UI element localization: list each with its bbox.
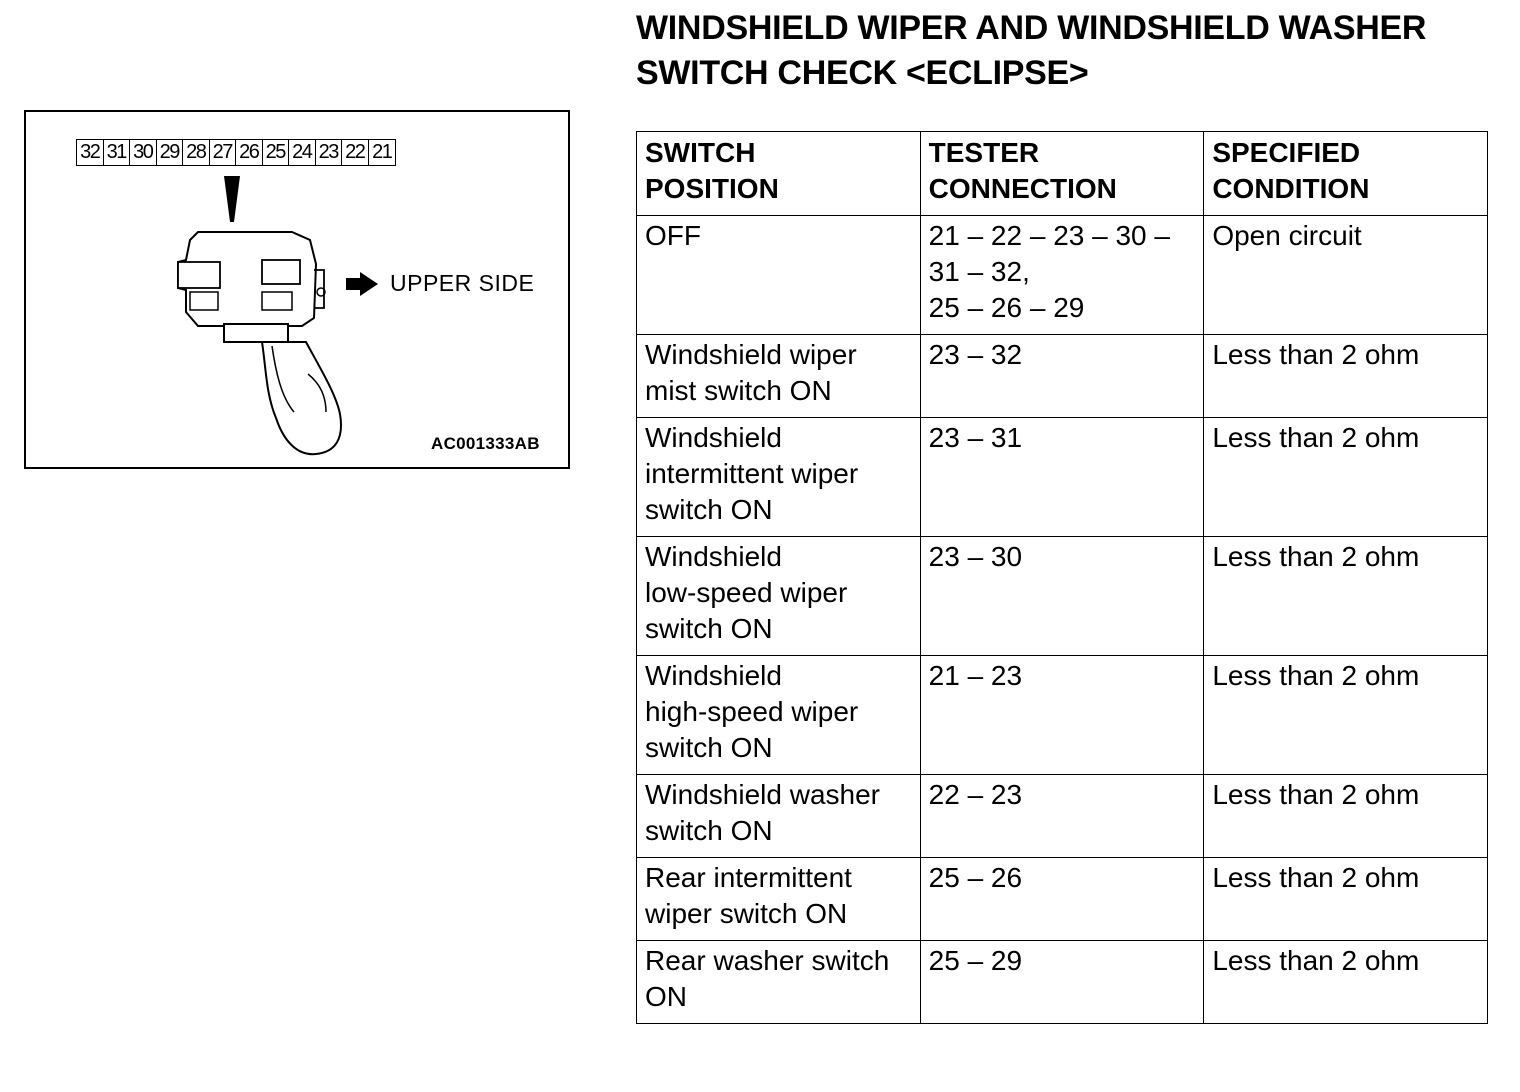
tester-connection-cell — [920, 537, 1204, 656]
table-row — [637, 656, 1488, 775]
specified-condition-cell: Less than 2 ohm — [1204, 537, 1488, 656]
cell-line: CONNECTION — [928, 173, 1117, 204]
table-row — [637, 775, 1488, 858]
title-line-2: SWITCH CHECK <ECLIPSE> — [636, 54, 1089, 92]
cell-line: switch ON — [645, 494, 773, 525]
cell-line: wiper switch ON — [645, 898, 848, 929]
specified-condition-cell: Less than 2 ohm — [1204, 656, 1488, 775]
cell-line: Windshield — [645, 660, 782, 691]
arrow-right-icon — [346, 272, 378, 296]
table-body — [637, 216, 1488, 1024]
cell-line: switch ON — [645, 815, 773, 846]
connector-pin-label: 27 — [210, 140, 237, 165]
specified-condition-cell: Less than 2 ohm — [1204, 858, 1488, 941]
header-switch-position — [637, 132, 921, 216]
switch-connector-figure — [24, 110, 570, 469]
upper-side-label: UPPER SIDE — [390, 270, 535, 296]
table-row — [637, 418, 1488, 537]
switch-position-cell — [637, 216, 921, 335]
specified-condition-cell: Less than 2 ohm — [1204, 335, 1488, 418]
cell-line: Rear intermittent — [645, 862, 852, 893]
switch-check-table — [636, 131, 1488, 1024]
figure-code: AC001333AB — [431, 434, 540, 453]
switch-position-cell — [637, 775, 921, 858]
table-row — [637, 216, 1488, 335]
specified-condition-cell: Open circuit — [1204, 216, 1488, 335]
cell-line: Windshield — [645, 541, 782, 572]
cell-line: TESTER — [928, 137, 1040, 168]
specified-condition-cell: Less than 2 ohm — [1204, 941, 1488, 1024]
tester-connection-cell — [920, 656, 1204, 775]
specified-condition-cell: Less than 2 ohm — [1204, 418, 1488, 537]
cell-line: CONDITION — [1212, 173, 1370, 204]
cell-line: mist switch ON — [645, 375, 832, 406]
connector-pin-label: 28 — [183, 140, 210, 165]
connector-pin-label: 30 — [130, 140, 157, 165]
cell-line: SWITCH — [645, 137, 756, 168]
cell-line: 23 – 31 — [928, 422, 1023, 453]
switch-position-cell — [637, 858, 921, 941]
connector-pin-label: 31 — [104, 140, 131, 165]
connector-pin-label: 26 — [236, 140, 263, 165]
cell-line: OFF — [645, 220, 701, 251]
header-tester-connection — [920, 132, 1204, 216]
specified-condition-cell: Less than 2 ohm — [1204, 775, 1488, 858]
table-row — [637, 858, 1488, 941]
connector-pin-label: 25 — [263, 140, 290, 165]
cell-line: POSITION — [645, 173, 779, 204]
switch-position-cell — [637, 656, 921, 775]
cell-line: 22 – 23 — [928, 779, 1023, 810]
connector-pin-label: 29 — [157, 140, 184, 165]
cell-line: Windshield washer — [645, 779, 880, 810]
tester-connection-cell — [920, 418, 1204, 537]
table-row — [637, 335, 1488, 418]
cell-line: 23 – 30 — [928, 541, 1023, 572]
cell-line: 31 – 32, — [928, 256, 1030, 287]
title-line-1: WINDSHIELD WIPER AND WINDSHIELD WASHER — [636, 9, 1427, 47]
table-header-row — [637, 132, 1488, 216]
connector-pin-label: 23 — [316, 140, 343, 165]
cell-line: ON — [645, 981, 687, 1012]
switch-position-cell — [637, 537, 921, 656]
table-row — [637, 537, 1488, 656]
table-row — [637, 941, 1488, 1024]
pointer-arrow-icon — [224, 176, 240, 222]
cell-line: 25 – 26 – 29 — [928, 292, 1085, 323]
tester-connection-cell — [920, 216, 1204, 335]
connector-pin-label: 32 — [77, 140, 104, 165]
cell-line: intermittent wiper — [645, 458, 859, 489]
tester-connection-cell — [920, 335, 1204, 418]
cell-line: 23 – 32 — [928, 339, 1023, 370]
cell-line: Windshield — [645, 422, 782, 453]
connector-pin-label: 21 — [372, 141, 392, 163]
cell-line: 21 – 23 — [928, 660, 1023, 691]
cell-line: Windshield wiper — [645, 339, 857, 370]
tester-connection-cell — [920, 775, 1204, 858]
tester-connection-cell — [920, 941, 1204, 1024]
cell-line: 21 – 22 – 23 – 30 – — [928, 220, 1170, 251]
cell-line: Rear washer switch — [645, 945, 890, 976]
cell-line: 25 – 29 — [928, 945, 1023, 976]
cell-line: high-speed wiper — [645, 696, 859, 727]
header-specified-condition — [1204, 132, 1488, 216]
switch-position-cell — [637, 418, 921, 537]
switch-position-cell — [637, 941, 921, 1024]
tester-connection-cell — [920, 858, 1204, 941]
cell-line: switch ON — [645, 613, 773, 644]
document-title — [636, 6, 1506, 96]
cell-line: low-speed wiper — [645, 577, 848, 608]
switch-position-cell — [637, 335, 921, 418]
cell-line: SPECIFIED — [1212, 137, 1361, 168]
cell-line: 25 – 26 — [928, 862, 1023, 893]
cell-line: switch ON — [645, 732, 773, 763]
connector-pin-label: 24 — [289, 140, 316, 165]
connector-pin-label: 22 — [342, 140, 369, 165]
